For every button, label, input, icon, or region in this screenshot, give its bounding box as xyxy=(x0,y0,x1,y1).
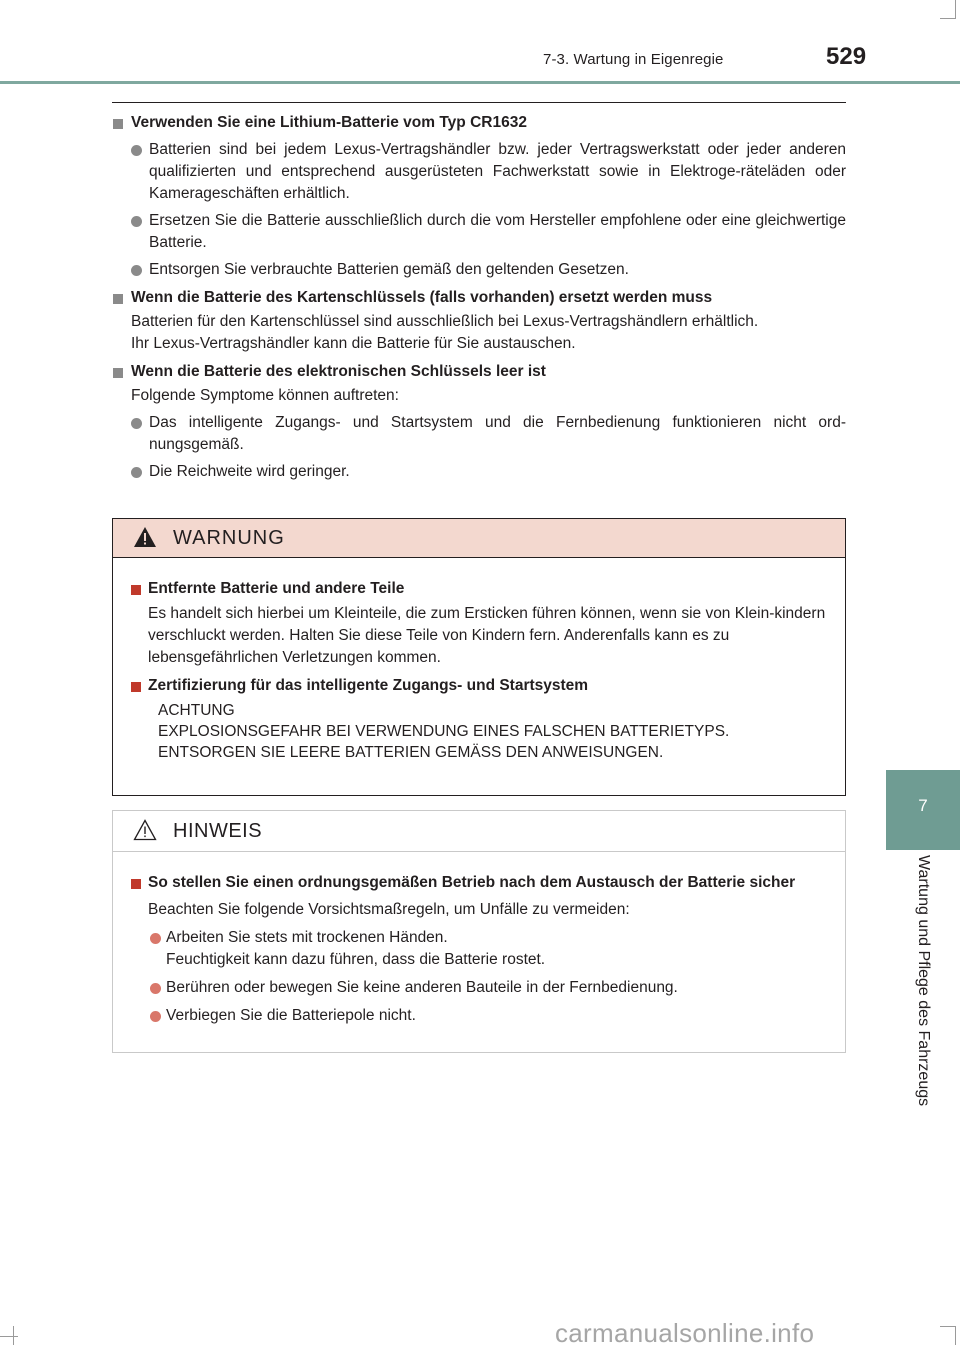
caps-line: ENTSORGEN SIE LEERE BATTERIEN GEMÄSS DEN ANWEISUNGEN. xyxy=(158,744,664,761)
warning-body xyxy=(113,558,845,763)
warning-item-heading-text: Zertifizierung für das intelligente Zugangs- und Startsystem xyxy=(148,677,589,694)
list-item-text: Ersetzen Sie die Batterie ausschließlich durch die vom Hersteller empfohlene oder eine gleichwertige Batterie. xyxy=(149,212,846,251)
notice-heading xyxy=(131,872,827,894)
notice-body xyxy=(113,852,845,1027)
circle-bullet-icon xyxy=(131,216,142,227)
list-item xyxy=(112,412,846,456)
paragraph-line: Ihr Lexus-Vertragshändler kann die Batterie für Sie austauschen. xyxy=(131,335,576,352)
paragraph-line: Batterien für den Kartenschlüssel sind ausschließlich bei Lexus-Vertragshändlern erhältlich. xyxy=(131,313,759,330)
chapter-title-wrap xyxy=(886,855,960,1140)
list-item xyxy=(112,210,846,254)
list-item-text: Entsorgen Sie verbrauchte Batterien gemäß den geltenden Gesetzen. xyxy=(149,261,629,278)
circle-bullet-icon xyxy=(150,1011,161,1022)
list-item xyxy=(131,977,827,999)
chapter-title: Wartung und Pflege des Fahrzeugs xyxy=(915,855,932,1107)
header-rule xyxy=(0,81,960,84)
circle-bullet-icon xyxy=(131,265,142,276)
warning-item-heading xyxy=(131,675,827,697)
list-item xyxy=(131,927,827,971)
list-item-text: Feuchtigkeit kann dazu führen, dass die Batterie rostet. xyxy=(166,951,546,968)
square-bullet-icon xyxy=(113,119,123,129)
crop-mark xyxy=(955,1326,956,1345)
crop-mark xyxy=(955,0,956,18)
warning-caps-text xyxy=(131,700,827,763)
paragraph xyxy=(112,311,846,355)
section-heading xyxy=(112,287,846,309)
list-item-text: Das intelligente Zugangs- und Startsystem und die Fernbedienung funktionieren nicht ord-nungsgemäß. xyxy=(149,414,846,453)
main-content xyxy=(112,112,846,483)
header-section-title: 7-3. Wartung in Eigenregie xyxy=(543,51,724,68)
section-heading-text: Wenn die Batterie des elektronischen Schlüssels leer ist xyxy=(131,363,546,380)
page-number: 529 xyxy=(826,43,867,70)
circle-bullet-icon xyxy=(150,933,161,944)
warning-header xyxy=(113,519,845,558)
warning-item-heading xyxy=(131,578,827,600)
list-item-text: Arbeiten Sie stets mit trockenen Händen. xyxy=(166,929,448,946)
circle-bullet-icon xyxy=(150,983,161,994)
circle-bullet-icon xyxy=(131,418,142,429)
notice-box xyxy=(112,810,846,1053)
list-item xyxy=(112,139,846,205)
section-heading-text: Verwenden Sie eine Lithium-Batterie vom Typ CR1632 xyxy=(131,114,527,131)
square-bullet-icon xyxy=(131,585,141,595)
crop-mark xyxy=(940,1326,956,1327)
warning-item-heading-text: Entfernte Batterie und andere Teile xyxy=(148,580,405,597)
circle-bullet-icon xyxy=(131,467,142,478)
warning-triangle-icon xyxy=(133,526,157,548)
caution-triangle-icon xyxy=(133,819,157,841)
square-bullet-icon xyxy=(113,368,123,378)
section-heading-text: Wenn die Batterie des Kartenschlüssels (falls vorhanden) ersetzt werden muss xyxy=(131,289,713,306)
list-item-text: Die Reichweite wird geringer. xyxy=(149,463,350,480)
notice-header xyxy=(113,811,845,852)
section-heading xyxy=(112,361,846,383)
notice-intro: Beachten Sie folgende Vorsichtsmaßregeln, um Unfälle zu vermeiden: xyxy=(148,901,630,918)
watermark: carmanualsonline.info xyxy=(555,1318,815,1348)
caps-line: ACHTUNG xyxy=(158,702,235,719)
chapter-number: 7 xyxy=(918,796,928,815)
caps-line: EXPLOSIONSGEFAHR BEI VERWENDUNG EINES FALSCHEN BATTERIETYPS. xyxy=(158,723,730,740)
list-item-text: Batterien sind bei jedem Lexus-Vertragshändler bzw. jeder Vertragswerkstatt oder jeder anderen qualifizierten und entsprechend ausgerüsteten Fachwerkstatt sowie in Elektroge-räteläden oder Kamerageschäften erhältlich. xyxy=(149,141,846,202)
square-bullet-icon xyxy=(113,294,123,304)
square-bullet-icon xyxy=(131,682,141,692)
circle-bullet-icon xyxy=(131,145,142,156)
paragraph: Folgende Symptome können auftreten: xyxy=(131,387,399,404)
list-item xyxy=(112,461,846,483)
list-item xyxy=(131,1005,827,1027)
list-item xyxy=(112,259,846,281)
crop-mark xyxy=(0,1336,18,1337)
list-item-text: Berühren oder bewegen Sie keine anderen Bauteile in der Fernbedienung. xyxy=(166,979,678,996)
warning-title: WARNUNG xyxy=(173,527,285,549)
list-item-text: Verbiegen Sie die Batteriepole nicht. xyxy=(166,1007,416,1024)
warning-box xyxy=(112,518,846,796)
crop-mark xyxy=(940,18,956,19)
square-bullet-icon xyxy=(131,879,141,889)
section-heading xyxy=(112,112,846,134)
warning-item-text: Es handelt sich hierbei um Kleinteile, die zum Ersticken führen können, wenn sie von Klein-kindern verschluckt werden. Halten Sie diese Teile von Kindern fern. Anderenfalls kann es zu lebensgefährlichen Verletzungen kommen. xyxy=(148,605,826,666)
notice-heading-text: So stellen Sie einen ordnungsgemäßen Betrieb nach dem Austausch der Batterie sicher xyxy=(148,874,796,891)
notice-title: HINWEIS xyxy=(173,820,263,842)
content-top-rule xyxy=(112,102,846,103)
